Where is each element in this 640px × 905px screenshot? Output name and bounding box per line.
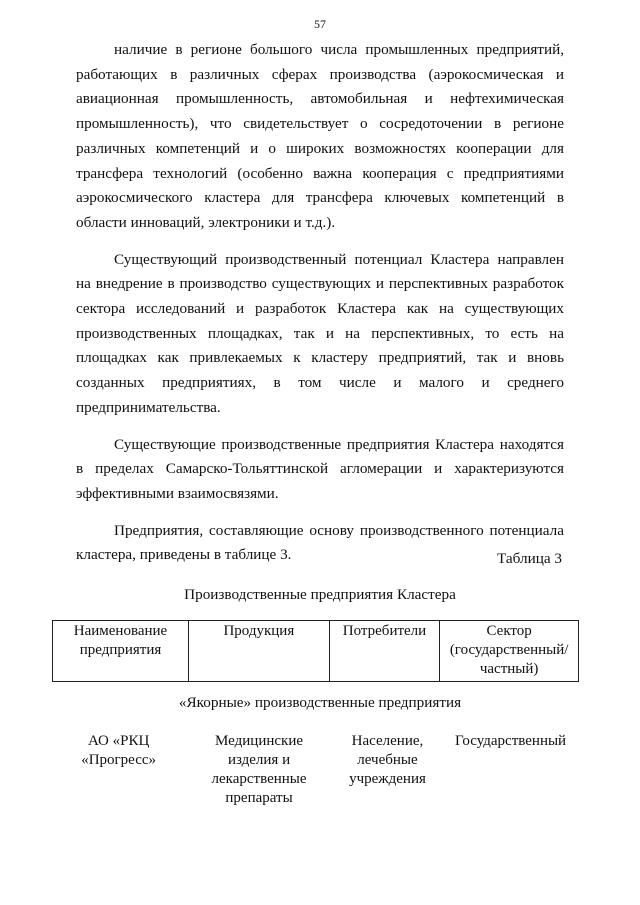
header-cell-sector: Сектор (государственный/ частный) [440, 621, 579, 682]
row-cell-name: АО «РКЦ «Прогресс» [81, 733, 157, 768]
paragraph-4: Предприятия, составляющие основу производственного потенциала кластера, приведены в таблице 3. [76, 521, 564, 564]
table-caption: Таблица 3 [497, 550, 562, 567]
paragraph-2: Существующий производственный потенциал Кластера направлен на внедрение в производство существующих и перспективных разработок сектора исследований и разработок Кластера как на существующих производственных площадках, так и на перспективных, то есть на площадках как привлекаемых к кластеру предприятий, так и вновь созданных предприятиях, в том числе и малого и среднего предпринимательства. [76, 250, 564, 416]
row-cell-products: Медицинские изделия и лекарственные препараты [211, 733, 307, 806]
header-cell-consumers: Потребители [329, 621, 440, 682]
table-section-title: «Якорные» производственные предприятия [178, 694, 462, 711]
paragraph-3: Существующие производственные предприятия Кластера находятся в пределах Самарско-Тольяттинской агломерации и характеризуются эффективными взаимосвязями. [76, 435, 564, 502]
header-cell-name: Наименование предприятия [53, 621, 189, 682]
table-header [52, 620, 579, 682]
table-header-row [53, 621, 579, 682]
row-cell-sector: Государственный [455, 733, 567, 749]
header-cell-products: Продукция [188, 621, 329, 682]
table-row [52, 732, 579, 808]
table-title: Производственные предприятия Кластера [184, 586, 456, 603]
body-text [76, 38, 564, 568]
page-number: 57 [314, 17, 326, 31]
table-body [52, 732, 579, 808]
row-cell-consumers: Население, лечебные учреждения [349, 733, 426, 787]
paragraph-1: наличие в регионе большого числа промышленных предприятий, работающих в различных сферах производства (аэрокосмическая и авиационная промышленность, автомобильная и нефтехимическая промышленность), что свидетельствует о сосредоточении в регионе различных компетенций и о широких возможностях кооперации для трансфера технологий (особенно важна кооперация с предприятиями аэрокосмического кластера для трансфера ключевых компетенций в области инноваций, электроники и т.д.). [76, 41, 564, 231]
